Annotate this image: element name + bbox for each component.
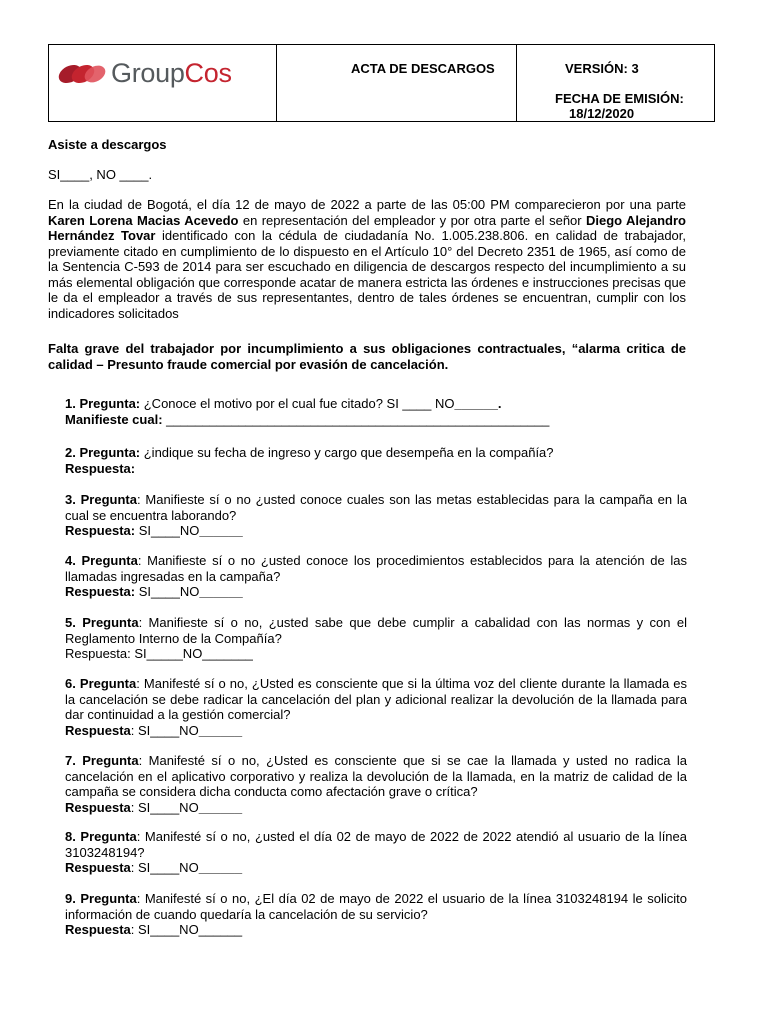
answer-tail: ______ bbox=[198, 722, 243, 738]
question-2 bbox=[65, 445, 687, 476]
question-text: ¿Conoce el motivo por el cual fue citado? SI ____ NO bbox=[140, 396, 455, 411]
version-label: VERSIÓN: 3 bbox=[565, 61, 639, 76]
worker-name: Diego Alejandro Hernández Tovar bbox=[48, 212, 686, 243]
version-cell bbox=[517, 45, 714, 121]
question-3 bbox=[65, 492, 687, 539]
question-9 bbox=[65, 891, 687, 938]
question-text: : Manifesté sí o no, ¿El día 02 de mayo de 2022 el usuario de la línea 3103248194 le solicito información de cuando quedaría la cancelación de su servicio? bbox=[65, 891, 688, 922]
answer-tail: ______ bbox=[199, 584, 243, 599]
question-label: 4. Pregunta bbox=[65, 553, 138, 568]
answer-label: Respuesta: bbox=[65, 584, 136, 599]
question-1 bbox=[65, 396, 687, 427]
intro-text-1: En la ciudad de Bogotá, el día 12 de mayo de 2022 a parte de las 05:00 PM comparecieron por una parte bbox=[48, 197, 686, 212]
question-6 bbox=[65, 676, 687, 738]
answer-label: Respuesta bbox=[65, 722, 131, 738]
intro-text-3: identificado con la cédula de ciudadanía No. 1.005.238.806. en calidad de trabajador, previamente citado en cumplimiento de lo dispuesto en el Artículo 10° del Decreto 2351 de 1965, así como de la Sentencia C-593 de 2014 para ser escuchado en diligencia de descargos respecto del incumplimiento a su más elemental obligación que corresponde acatar de manera estricta las órdenes e instrucciones precisas que le da el empleador a través de sus representantes, dentro de tales órdenes se encuentran, cumplir con los indicadores solicitados bbox=[48, 228, 686, 321]
question-tail: ______. bbox=[454, 396, 502, 411]
document-header bbox=[48, 44, 715, 122]
answer-label: Respuesta: bbox=[65, 523, 136, 538]
document-title: ACTA DE DESCARGOS bbox=[351, 61, 495, 76]
issue-date-label: FECHA DE EMISIÓN: bbox=[555, 91, 684, 106]
answer-blank: _____________________________________________________ bbox=[162, 411, 550, 427]
answer-label: Respuesta bbox=[65, 860, 131, 875]
question-4 bbox=[65, 553, 687, 600]
groupcos-logo-icon bbox=[55, 59, 107, 89]
question-5 bbox=[65, 615, 687, 662]
groupcos-logo bbox=[55, 58, 232, 89]
issue-date-value: 18/12/2020 bbox=[569, 106, 635, 121]
answer-blank: SI____NO bbox=[135, 523, 200, 538]
question-label: 7. Pregunta bbox=[65, 753, 139, 768]
answer-tail: ______ bbox=[199, 523, 243, 538]
answer-blank: : SI____NO bbox=[130, 860, 199, 875]
question-label: 6. Pregunta bbox=[65, 676, 137, 691]
logo-text-group: Group bbox=[111, 58, 185, 88]
question-label: 2. Pregunta: bbox=[65, 445, 141, 460]
answer-label: Respuesta bbox=[65, 922, 131, 937]
question-text: : Manifesté sí o no, ¿Usted es consciente que si se cae la llamada y usted no radica la cancelación en el aplicativo corporativo y realiza la devolución de la llamada, en la matriz de calidad de la campaña se considera dicha conducta como afectación grave o crítica? bbox=[65, 753, 687, 799]
answer-line: Respuesta: SI_____NO_______ bbox=[65, 646, 253, 661]
answer-blank: : SI____NO______ bbox=[130, 922, 243, 937]
question-label: 9. Pregunta bbox=[65, 891, 137, 906]
question-8 bbox=[65, 829, 687, 876]
answer-label: Respuesta bbox=[65, 799, 131, 815]
question-text: : Manifieste sí o no ¿usted conoce cuales son las metas establecidas para la campaña en la cual se encuentra laborando? bbox=[65, 492, 688, 523]
question-text: : Manifieste sí o no ¿usted conoce los procedimientos establecidos para la atención de las llamadas ingresadas en la campaña? bbox=[65, 553, 687, 584]
answer-label: Manifieste cual: bbox=[65, 411, 163, 427]
answer-label: Respuesta: bbox=[65, 460, 136, 476]
answer-blank: : SI____NO bbox=[130, 722, 199, 738]
question-label: 1. Pregunta: bbox=[65, 396, 141, 411]
question-label: 5. Pregunta bbox=[65, 615, 139, 630]
question-text: ¿indique su fecha de ingreso y cargo que desempeña en la compañía? bbox=[140, 445, 554, 460]
answer-tail: ______ bbox=[198, 799, 243, 815]
logo-text-cos: Cos bbox=[184, 58, 232, 88]
question-label: 3. Pregunta bbox=[65, 492, 137, 507]
fault-statement: Falta grave del trabajador por incumplimiento a sus obligaciones contractuales, “alarma critica de calidad – Presunto fraude comercial por evasión de cancelación. bbox=[48, 341, 686, 372]
intro-paragraph bbox=[48, 197, 686, 321]
question-text: : Manifesté sí o no, ¿usted el día 02 de mayo de 2022 de 2022 atendió al usuario de la línea 3103248194? bbox=[65, 829, 687, 860]
answer-blank: SI____NO bbox=[135, 584, 200, 599]
intro-text-2: en representación del empleador y por otra parte el señor bbox=[238, 212, 587, 228]
title-cell bbox=[277, 45, 517, 121]
question-text: : Manifieste sí o no, ¿usted sabe que debe cumplir a cabalidad con las normas y con el Reglamento Interno de la Compañía? bbox=[65, 615, 687, 646]
attendance-line: SI____, NO ____. bbox=[48, 167, 153, 182]
attendance-heading: Asiste a descargos bbox=[48, 137, 167, 152]
question-label: 8. Pregunta bbox=[65, 829, 137, 844]
question-7 bbox=[65, 753, 687, 815]
employer-representative: Karen Lorena Macias Acevedo bbox=[48, 212, 239, 228]
question-text: : Manifesté sí o no, ¿Usted es consciente que si la última voz del cliente durante la llamada es la cancelación se debe radicar la cancelación del plan y adicional realizar la devolución de la llamada para dar continuidad a la gestión comercial? bbox=[65, 676, 687, 722]
logo-cell bbox=[49, 45, 277, 121]
answer-tail: ______ bbox=[198, 860, 243, 875]
answer-blank: : SI____NO bbox=[130, 799, 199, 815]
